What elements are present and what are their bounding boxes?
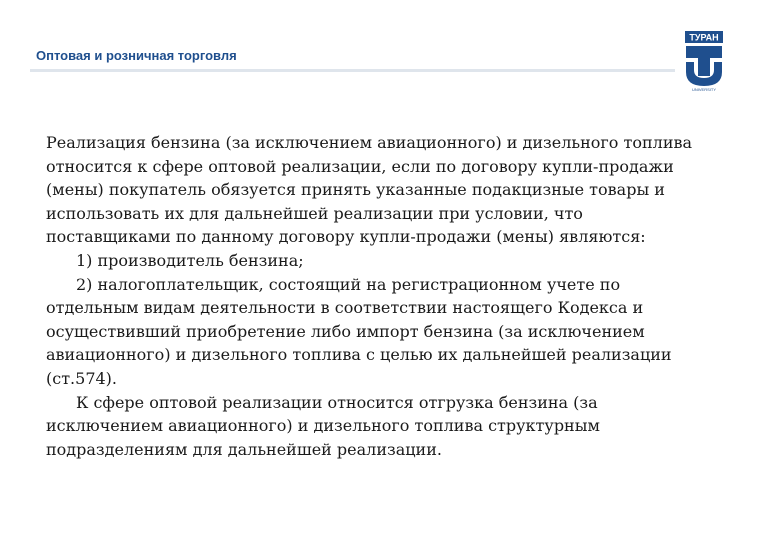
- header-title: Оптовая и розничная торговля: [36, 48, 237, 63]
- text-line: относится к сфере оптовой реализации, если по договору купли-продажи: [46, 156, 674, 176]
- text-line: отдельным видам деятельности в соответствии настоящего Кодекса и: [46, 298, 644, 318]
- text-line: использовать их для дальнейшей реализации при условии, что: [46, 203, 583, 223]
- text-line: осуществивший приобретение либо импорт бензина (за исключением: [46, 321, 645, 341]
- text-line: Реализация бензина (за исключением авиационного) и дизельного топлива: [46, 133, 693, 152]
- text-line: (мены) покупатель обязуется принять указанные подакцизные товары и: [46, 180, 665, 200]
- text-line: 2) налогоплательщик, состоящий на регистрационном учете по: [76, 274, 621, 294]
- text-line: К сфере оптовой реализации относится отгрузка бензина (за: [76, 392, 598, 412]
- text-line: 1) производитель бензина;: [76, 250, 304, 270]
- header-divider: [30, 69, 675, 72]
- turan-logo: [684, 30, 724, 92]
- logo-bottom-text: UNIVERSITY: [691, 87, 717, 92]
- body-text: [46, 131, 746, 461]
- text-line: исключением авиационного) и дизельного топлива структурным: [46, 416, 600, 436]
- text-line: авиационного) и дизельного топлива с целью их дальнейшей реализации: [46, 345, 672, 365]
- logo-top-text: ТУРАН: [689, 32, 719, 43]
- text-line: поставщиками по данному договору купли-продажи (мены) являются:: [46, 227, 646, 247]
- text-line: подразделениям для дальнейшей реализации.: [46, 439, 442, 459]
- text-line: (ст.574).: [46, 368, 118, 388]
